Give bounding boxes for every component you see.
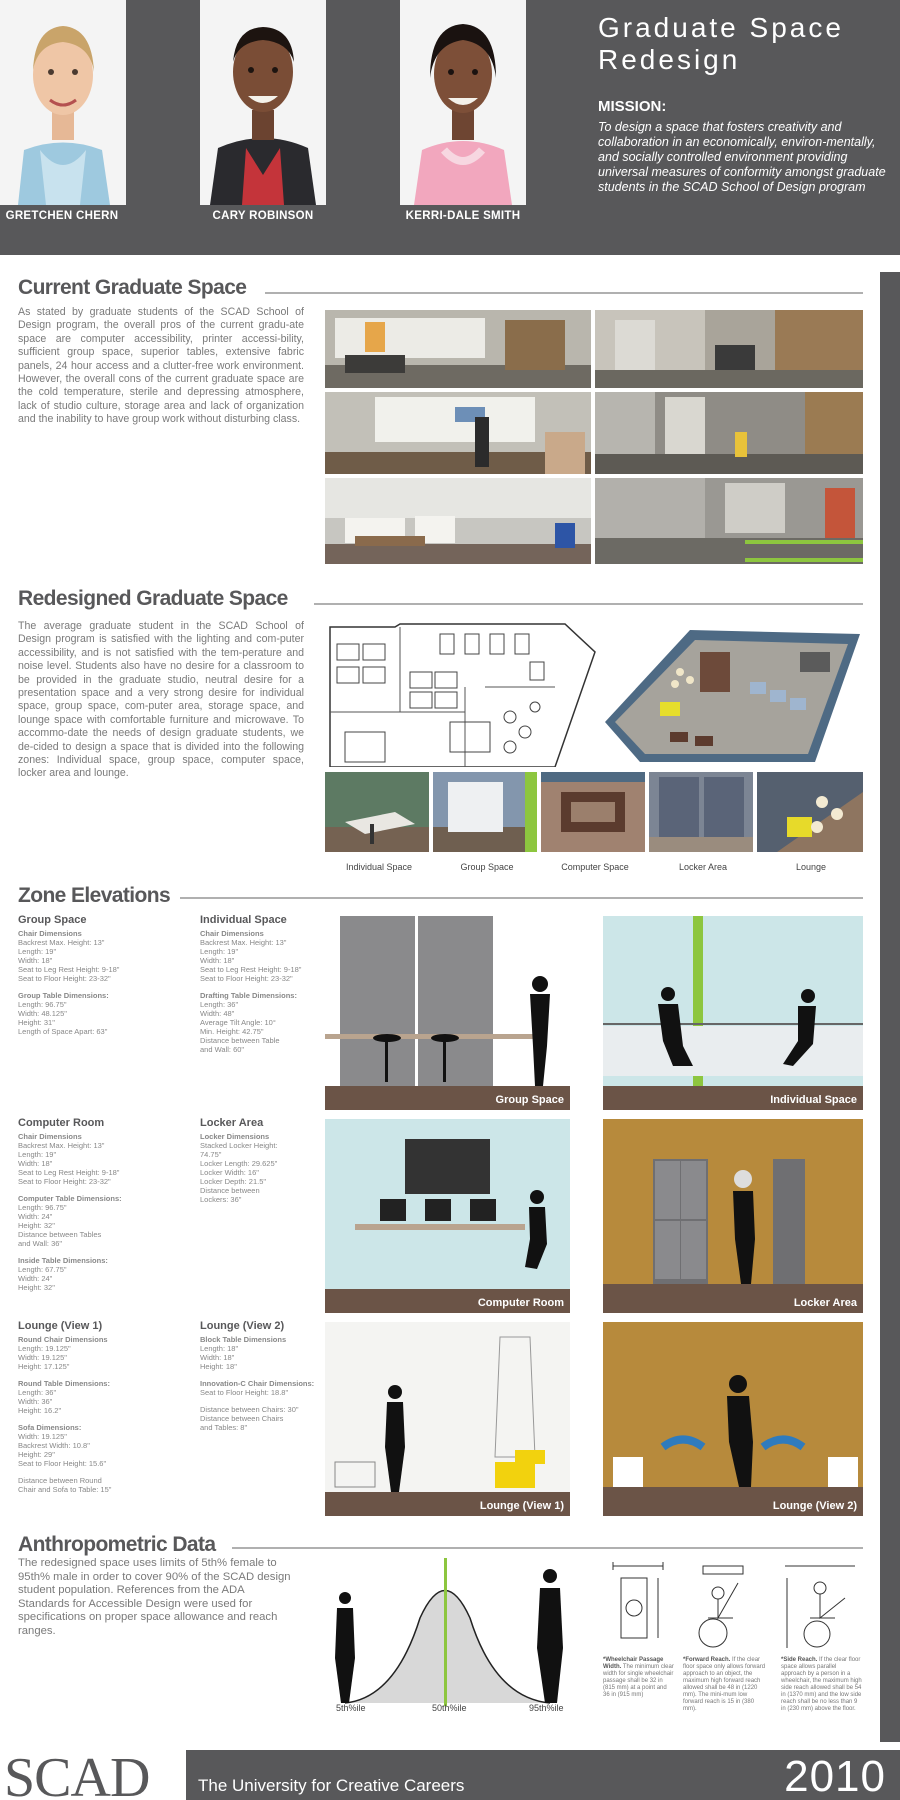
scad-logo-box <box>0 1747 186 1800</box>
spec-line: Seat to Floor Height: 23-32" <box>18 974 111 983</box>
elevation-computer-room <box>325 1119 570 1313</box>
spec-line: Width: 24" <box>18 1274 53 1283</box>
elevation-label-group-space: Group Space <box>495 1094 564 1106</box>
spec-gap <box>18 1371 198 1379</box>
spec-subheading: Block Table Dimensions <box>200 1335 287 1344</box>
spec-line: Seat to Floor Height: 15.6" <box>18 1459 107 1468</box>
elevation-label-locker-area: Locker Area <box>793 1297 857 1309</box>
ada-forward-reach-diagram <box>683 1558 761 1653</box>
spec-line: Backrest Max. Height: 13" <box>18 938 105 947</box>
spec-gap <box>18 1186 198 1194</box>
elevations-rule <box>180 897 863 899</box>
spec-line: Width: 19.125" <box>18 1432 67 1441</box>
current-rule <box>265 292 863 294</box>
current-photo-5 <box>325 478 591 564</box>
spec-line: Distance between Chairs <box>200 1414 284 1423</box>
ada-note-wheelchair <box>603 1657 675 1699</box>
anthro-heading: Anthropometric Data <box>18 1533 216 1556</box>
spec-line: Stacked Locker Height: <box>200 1141 278 1150</box>
3d-floor-model <box>600 622 863 767</box>
spec-subheading: Computer Table Dimensions: <box>18 1194 122 1203</box>
spec-line: Average Tilt Angle: 10° <box>200 1018 276 1027</box>
spec-line: Height: 16.2" <box>18 1406 62 1415</box>
spec-line: Length: 19" <box>18 947 57 956</box>
spec-subheading: Round Table Dimensions: <box>18 1379 110 1388</box>
spec-line: Height: 32" <box>18 1221 55 1230</box>
ada-note-side-reach <box>781 1657 863 1713</box>
elevations-heading: Zone Elevations <box>18 884 171 907</box>
percentile-5th: 5th%ile <box>336 1703 366 1713</box>
spec-line: Width: 18" <box>18 956 53 965</box>
spec-lounge-view-1 <box>18 1320 198 1494</box>
spec-line: Width: 24" <box>18 1212 53 1221</box>
spec-line: Backrest Max. Height: 13" <box>18 1141 105 1150</box>
bell-curve-graphic <box>325 1558 570 1706</box>
spec-line: Locker Depth: 21.5" <box>200 1177 267 1186</box>
zone-label-individual: Individual Space <box>345 862 413 872</box>
spec-line: Height: 17.125" <box>18 1362 70 1371</box>
zone-label-group: Group Space <box>460 862 514 872</box>
ada-note-forward-title: *Forward Reach. <box>683 1657 731 1663</box>
spec-line: Width: 48.125" <box>18 1009 67 1018</box>
spec-line: Seat to Floor Height: 23-32" <box>18 1177 111 1186</box>
spec-subheading: Inside Table Dimensions: <box>18 1256 108 1265</box>
university-tagline: The University for Creative Careers <box>198 1776 465 1795</box>
spec-line: Seat to Floor Height: 18.8" <box>200 1388 289 1397</box>
spec-line: Distance between Tables <box>18 1230 102 1239</box>
spec-subheading: Round Chair Dimensions <box>18 1335 108 1344</box>
zone-label-computer: Computer Space <box>561 862 629 872</box>
redesign-rule <box>314 603 863 605</box>
spec-line: and Wall: 60" <box>200 1045 245 1054</box>
zone-photo-individual <box>325 772 429 852</box>
team-name-3: KERRI-DALE SMITH <box>405 210 521 222</box>
spec-line: Seat to Leg Rest Height: 9-18" <box>18 965 120 974</box>
header-banner <box>0 0 900 255</box>
ada-note-side-text: If the clear floor space allows parallel approach by a person in a wheelchair, the maximum high side reach allowed shall be 54 in (1370 mm) and the low side reach shall be no less than 9 in (230 mm) above the floor. <box>781 1657 862 1712</box>
zone-photo-lounge <box>757 772 863 852</box>
spec-title: Computer Room <box>18 1117 105 1129</box>
poster-title: Graduate Space Redesign <box>598 12 844 75</box>
spec-line: Locker Length: 29.625" <box>200 1159 278 1168</box>
spec-line: Length: 36" <box>18 1388 57 1397</box>
spec-line: Backrest Width: 10.8" <box>18 1441 90 1450</box>
ada-note-wheelchair-text: The minimum clear width for single wheelchair passage shall be 32 in (815 mm) at a point and 36 in (915 mm) <box>603 1664 674 1698</box>
spec-title: Locker Area <box>200 1117 264 1129</box>
spec-subheading: Sofa Dimensions: <box>18 1423 82 1432</box>
right-accent-bar <box>880 272 900 1742</box>
zone-photo-locker <box>649 772 753 852</box>
spec-line: Width: 48" <box>200 1009 235 1018</box>
portrait-cary <box>200 0 326 205</box>
spec-title: Individual Space <box>200 914 287 926</box>
spec-line: Width: 36" <box>18 1397 53 1406</box>
floor-plan <box>325 622 597 767</box>
spec-line: Locker Width: 16" <box>200 1168 259 1177</box>
spec-line: Chair and Sofa to Table: 15" <box>18 1485 112 1494</box>
elevation-lounge-view-2 <box>603 1322 863 1516</box>
spec-line: Seat to Floor Height: 23-32" <box>200 974 293 983</box>
current-photo-2 <box>595 310 863 388</box>
scad-logo: SCAD <box>4 1747 150 1800</box>
spec-line: Distance between Table <box>200 1036 280 1045</box>
spec-line: Height: 29" <box>18 1450 55 1459</box>
spec-line: Backrest Max. Height: 13" <box>200 938 287 947</box>
spec-title: Lounge (View 1) <box>18 1320 103 1332</box>
ada-note-forward-text: If the clear floor space only allows forward approach to an object, the maximum high forward reach allowed shall be 48 in (1220 mm). The mini-mum low forward reach is 15 in (380 mm). <box>683 1657 766 1712</box>
zone-photo-group <box>433 772 537 852</box>
ada-note-wheelchair-title: *Wheelchair Passage Width. <box>603 1657 664 1670</box>
spec-line: Seat to Leg Rest Height: 9-18" <box>200 965 302 974</box>
elevation-group-space <box>325 916 570 1110</box>
elevation-locker-area <box>603 1119 863 1313</box>
current-text: As stated by graduate students of the SCAD School of Design program, the overall pros of the current gradu-ate space are computer accessibility, printer accessi-bility, sufficient group space, superior tables, extensive fabric panels, 24 hour access and a clutter-free work environment. However, the overall cons of the current graduate space are the cold temperature, sterile and depressing atmosphere, lack of studio culture, storage area and lack of organization and the inability to have group work without disturbing class. <box>18 306 304 426</box>
spec-line: Length: 19" <box>200 947 239 956</box>
spec-line: Distance between Round <box>18 1476 102 1485</box>
spec-line: Seat to Leg Rest Height: 9-18" <box>18 1168 120 1177</box>
spec-line: 74.75" <box>200 1150 222 1159</box>
zone-label-lounge: Lounge <box>795 862 827 872</box>
elevation-lounge-view-1 <box>325 1322 570 1516</box>
spec-line: Width: 18" <box>18 1159 53 1168</box>
spec-group-space <box>18 914 198 1036</box>
spec-subheading: Drafting Table Dimensions: <box>200 991 297 1000</box>
ada-note-forward-reach <box>683 1657 768 1713</box>
spec-gap <box>18 1248 198 1256</box>
spec-line: Width: 18" <box>200 956 235 965</box>
spec-line: Length: 36" <box>200 1000 239 1009</box>
elevation-label-individual-space: Individual Space <box>770 1094 857 1106</box>
elevation-label-lounge-view-2: Lounge (View 2) <box>772 1500 857 1512</box>
spec-title: Group Space <box>18 914 87 926</box>
spec-subheading: Innovation-C Chair Dimensions: <box>200 1379 315 1388</box>
elevation-label-computer-room: Computer Room <box>477 1297 564 1309</box>
spec-subheading: Chair Dimensions <box>200 929 264 938</box>
ada-note-side-title: *Side Reach. <box>781 1657 818 1663</box>
spec-gap <box>18 1415 198 1423</box>
current-photo-6 <box>595 478 863 564</box>
spec-subheading: Chair Dimensions <box>18 1132 82 1141</box>
spec-computer-room <box>18 1117 198 1292</box>
spec-gap <box>18 1468 198 1476</box>
redesign-heading: Redesigned Graduate Space <box>18 587 288 610</box>
current-photo-1 <box>325 310 591 388</box>
portrait-kerri-dale <box>400 0 526 205</box>
anthro-rule <box>232 1547 863 1549</box>
elevation-individual-space <box>603 916 863 1110</box>
spec-line: Lockers: 36" <box>200 1195 242 1204</box>
current-photo-3 <box>325 392 591 474</box>
zone-label-locker: Locker Area <box>678 862 728 872</box>
spec-line: Distance between <box>200 1186 260 1195</box>
spec-line: Width: 19.125" <box>18 1353 67 1362</box>
spec-line: Height: 32" <box>18 1283 55 1292</box>
spec-line: Length: 19" <box>18 1150 57 1159</box>
portrait-gretchen <box>0 0 126 205</box>
spec-subheading: Locker Dimensions <box>200 1132 270 1141</box>
spec-line: and Wall: 36" <box>18 1239 63 1248</box>
spec-line: Length of Space Apart: 63" <box>18 1027 108 1036</box>
ada-side-reach-diagram <box>775 1558 863 1653</box>
spec-line: Min. Height: 42.75" <box>200 1027 264 1036</box>
spec-line: Length: 67.75" <box>18 1265 67 1274</box>
ada-wheelchair-passage-diagram <box>603 1558 675 1653</box>
spec-title: Lounge (View 2) <box>200 1320 285 1332</box>
percentile-95th: 95th%ile <box>529 1703 564 1713</box>
spec-subheading: Group Table Dimensions: <box>18 991 109 1000</box>
mission-text: To design a space that fosters creativity and collaboration in an economically, environ-mentally, and socially controlled environment providing universal measures of conformity amongst graduate students in the SCAD School of Design program <box>598 120 886 194</box>
mission-heading: MISSION: <box>598 98 667 115</box>
poster-year: 2010 <box>784 1752 886 1800</box>
percentile-50th: 50th%ile <box>432 1703 467 1713</box>
spec-line: Length: 96.75" <box>18 1000 67 1009</box>
team-name-2: CARY ROBINSON <box>212 210 314 222</box>
spec-line: Width: 18" <box>200 1353 235 1362</box>
spec-subheading: Chair Dimensions <box>18 929 82 938</box>
current-heading: Current Graduate Space <box>18 276 247 299</box>
elevation-label-lounge-view-1: Lounge (View 1) <box>479 1500 564 1512</box>
spec-line: Height: 31" <box>18 1018 55 1027</box>
anthro-text: The redesigned space uses limits of 5th% female to 95th% male in order to cover 90% of the SCAD design student population. References from the ADA Standards for Accessible Design were used for specifications on proper space allowance and reach ranges. <box>18 1557 291 1637</box>
spec-line: and Tables: 8" <box>200 1423 248 1432</box>
redesign-text: The average graduate student in the SCAD School of Design program is satisfied with the lighting and com-puter accessibility, and is not satisfied with the tem-perature and noise level. Students also have no desire for a classroom to be provided in the graduate studio, neutral desire for a presentation space and a very strong desire for individual space, group space, com-puter area, storage space, and lounge space with comfortable furniture and microwave. To accommo-date the needs of design graduate students, we de-cided to design a space that is divided into the following zones: Individual space, group space, computer space, locker area and lounge. <box>18 620 304 780</box>
spec-line: Length: 96.75" <box>18 1203 67 1212</box>
spec-line: Length: 18" <box>200 1344 239 1353</box>
spec-line: Length: 19.125" <box>18 1344 71 1353</box>
team-name-1: GRETCHEN CHERN <box>5 210 119 222</box>
spec-gap <box>18 983 198 991</box>
zone-photo-computer <box>541 772 645 852</box>
current-photo-4 <box>595 392 863 474</box>
footer-bar <box>0 1747 900 1800</box>
spec-line: Distance between Chairs: 30" <box>200 1405 299 1414</box>
spec-line: Height: 18" <box>200 1362 237 1371</box>
